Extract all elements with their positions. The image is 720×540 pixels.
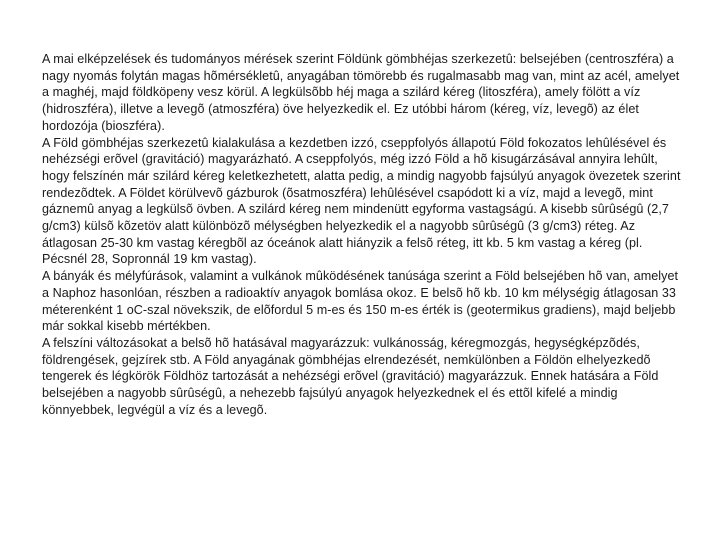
paragraph-earth-structure: A mai elképzelések és tudományos mérések szerint Földünk gömbhéjas szerkezetû: belsejében (centroszféra) a nagy nyomás folytán magas hõmérsékletû, anyagában tömörebb és rugalmasabb mag van, mint az acél, amelyet a maghéj, majd földköpeny vesz körül. A legkülsõbb héj maga a szilárd kéreg (litoszféra), amely fölött a víz (hidroszféra), illetve a levegõ (atmoszféra) öve helyezkedik el. Ez utóbbi három (kéreg, víz, levegõ) az élet hordozója (bioszféra). bbox=[42, 52, 680, 133]
paragraph-internal-heat: A bányák és mélyfúrások, valamint a vulkánok mûködésének tanúsága szerint a Föld belsejében hõ van, amelyet a Naphoz hasonlóan, részben a radioaktív anyagok bomlása okoz. E belsõ hõ kb. 10 km mélységig átlagosan 33 méterenként 1 oC-szal növekszik, de elõfordul 5 m-es és 150 m-es érték is (geotermikus gradiens), majd beljebb már sokkal kisebb mértékben. bbox=[42, 269, 679, 334]
paragraph-earth-formation: A Föld gömbhéjas szerkezetû kialakulása a kezdetben izzó, cseppfolyós állapotú Föld fokozatos lehûlésével és nehézségi erõvel (gravitáció) magyarázható. A cseppfolyós, még izzó Föld a hõ kisugárzásával annyira lehûlt, hogy felszínén már szilárd kéreg keletkezhetett, alatta pedig, a mindig nagyobb fajsúlyú anyagok övezetek szerint rendezõdtek. A Földet körülvevõ gázburok (õsatmoszféra) lehûlésével csapódott ki a víz, majd a levegõ, mint gáznemû anyag a legkülsõ övben. A szilárd kéreg nem mindenütt egyforma vastagságú. A kisebb sûrûségû (2,7 g/cm3) külsõ kõzetöv alatt különbözõ mélységben helyezkedik el a nagyobb sûrûségû (3 g/cm3) réteg. Az átlagosan 25-30 km vastag kéregbõl az óceánok alatt hiányzik a felsõ réteg, itt kb. 5 km vastag a kéreg (pl. Pécsnél 28, Sopronnál 19 km vastag). bbox=[42, 135, 681, 267]
document-body bbox=[42, 51, 682, 418]
paragraph-surface-changes: A felszíni változásokat a belsõ hõ hatásával magyarázzuk: vulkánosság, kéregmozgás, hegységképzõdés, földrengések, gejzírek stb. A Föld anyagának gömbhéjas elrendezését, nemkülönben a Földön elhelyezkedõ tengerek és légkörök Földhöz tartozását a nehézségi erõvel (gravitáció) magyarázzuk. Ennek hatására a Föld belsejében a nagyobb sûrûségû, a nehezebb fajsúlyú anyagok helyezkednek el és ettõl kifelé a mindig könnyebbek, legvégül a víz és a levegõ. bbox=[42, 335, 659, 417]
